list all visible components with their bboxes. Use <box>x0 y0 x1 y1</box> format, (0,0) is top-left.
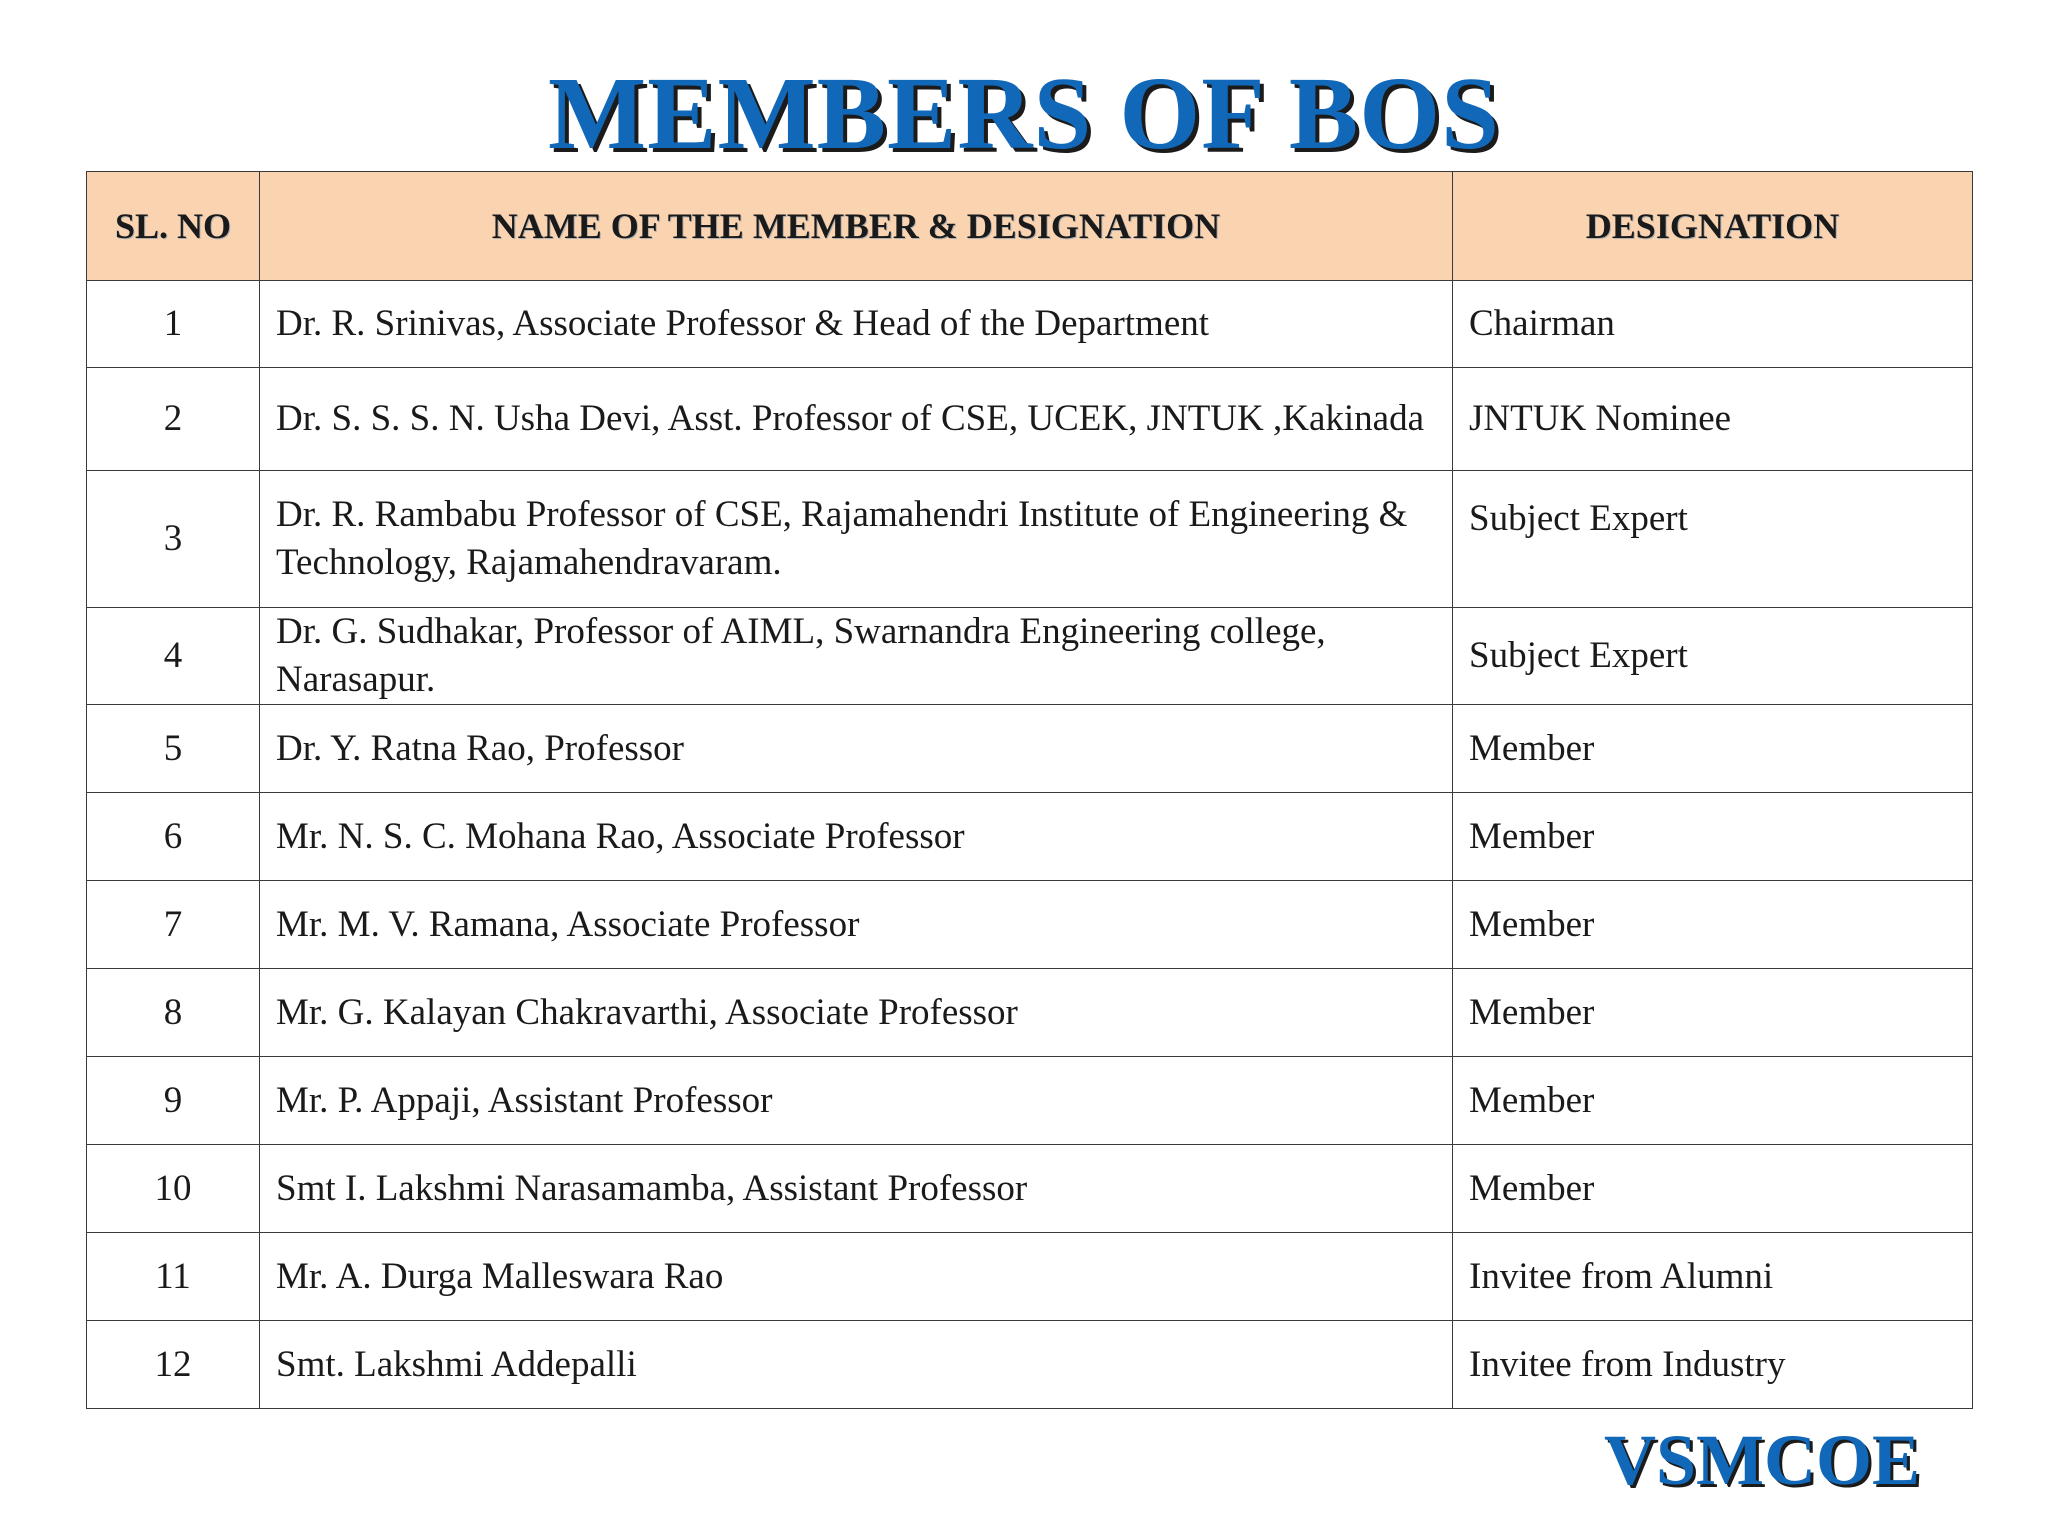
row-designation: Invitee from Industry <box>1453 1321 1973 1409</box>
table-row <box>87 1057 1973 1145</box>
row-designation: JNTUK Nominee <box>1453 368 1973 471</box>
table-row <box>87 281 1973 368</box>
row-member-name: Smt I. Lakshmi Narasamamba, Assistant Professor <box>260 1145 1453 1233</box>
row-sl-no: 10 <box>87 1145 260 1233</box>
table-row <box>87 1321 1973 1409</box>
row-designation: Subject Expert <box>1453 471 1973 608</box>
row-sl-no: 12 <box>87 1321 260 1409</box>
row-member-name: Dr. G. Sudhakar, Professor of AIML, Swarnandra Engineering college, Narasapur. <box>260 608 1453 705</box>
table-row <box>87 368 1973 471</box>
table-row <box>87 969 1973 1057</box>
row-sl-no: 6 <box>87 793 260 881</box>
row-designation: Subject Expert <box>1453 608 1973 705</box>
table-row <box>87 793 1973 881</box>
row-member-name: Mr. N. S. C. Mohana Rao, Associate Professor <box>260 793 1453 881</box>
row-sl-no: 4 <box>87 608 260 705</box>
table-row <box>87 1233 1973 1321</box>
row-member-name: Dr. R. Srinivas, Associate Professor & Head of the Department <box>260 281 1453 368</box>
row-designation: Invitee from Alumni <box>1453 1233 1973 1321</box>
table-row <box>87 608 1973 705</box>
row-sl-no: 5 <box>87 705 260 793</box>
row-designation: Member <box>1453 1145 1973 1233</box>
row-member-name: Dr. Y. Ratna Rao, Professor <box>260 705 1453 793</box>
row-sl-no: 2 <box>87 368 260 471</box>
row-member-name: Mr. G. Kalayan Chakravarthi, Associate Professor <box>260 969 1453 1057</box>
row-member-name: Dr. R. Rambabu Professor of CSE, Rajamahendri Institute of Engineering & Technology, Rajamahendravaram. <box>260 471 1453 608</box>
row-designation: Member <box>1453 1057 1973 1145</box>
header-designation: DESIGNATION <box>1453 172 1973 281</box>
row-designation: Member <box>1453 793 1973 881</box>
table-row <box>87 1145 1973 1233</box>
row-member-name: Mr. M. V. Ramana, Associate Professor <box>260 881 1453 969</box>
row-designation: Member <box>1453 705 1973 793</box>
header-name: NAME OF THE MEMBER & DESIGNATION <box>260 172 1453 281</box>
table-row <box>87 881 1973 969</box>
row-member-name: Smt. Lakshmi Addepalli <box>260 1321 1453 1409</box>
table-row <box>87 705 1973 793</box>
row-sl-no: 3 <box>87 471 260 608</box>
table-row <box>87 471 1973 608</box>
row-sl-no: 8 <box>87 969 260 1057</box>
table-header-row <box>87 172 1973 281</box>
row-member-name: Mr. P. Appaji, Assistant Professor <box>260 1057 1453 1145</box>
page-title: MEMBERS OF BOS <box>547 56 1501 171</box>
row-sl-no: 9 <box>87 1057 260 1145</box>
row-member-name: Mr. A. Durga Malleswara Rao <box>260 1233 1453 1321</box>
vsmcoe-logo: VSMCOE <box>1603 1420 1920 1500</box>
bos-members-table <box>86 171 1973 1409</box>
row-sl-no: 1 <box>87 281 260 368</box>
header-sl-no: SL. NO <box>87 172 260 281</box>
row-sl-no: 11 <box>87 1233 260 1321</box>
row-member-name: Dr. S. S. S. N. Usha Devi, Asst. Professor of CSE, UCEK, JNTUK ,Kakinada <box>260 368 1453 471</box>
row-designation: Chairman <box>1453 281 1973 368</box>
row-designation: Member <box>1453 881 1973 969</box>
row-designation: Member <box>1453 969 1973 1057</box>
row-sl-no: 7 <box>87 881 260 969</box>
